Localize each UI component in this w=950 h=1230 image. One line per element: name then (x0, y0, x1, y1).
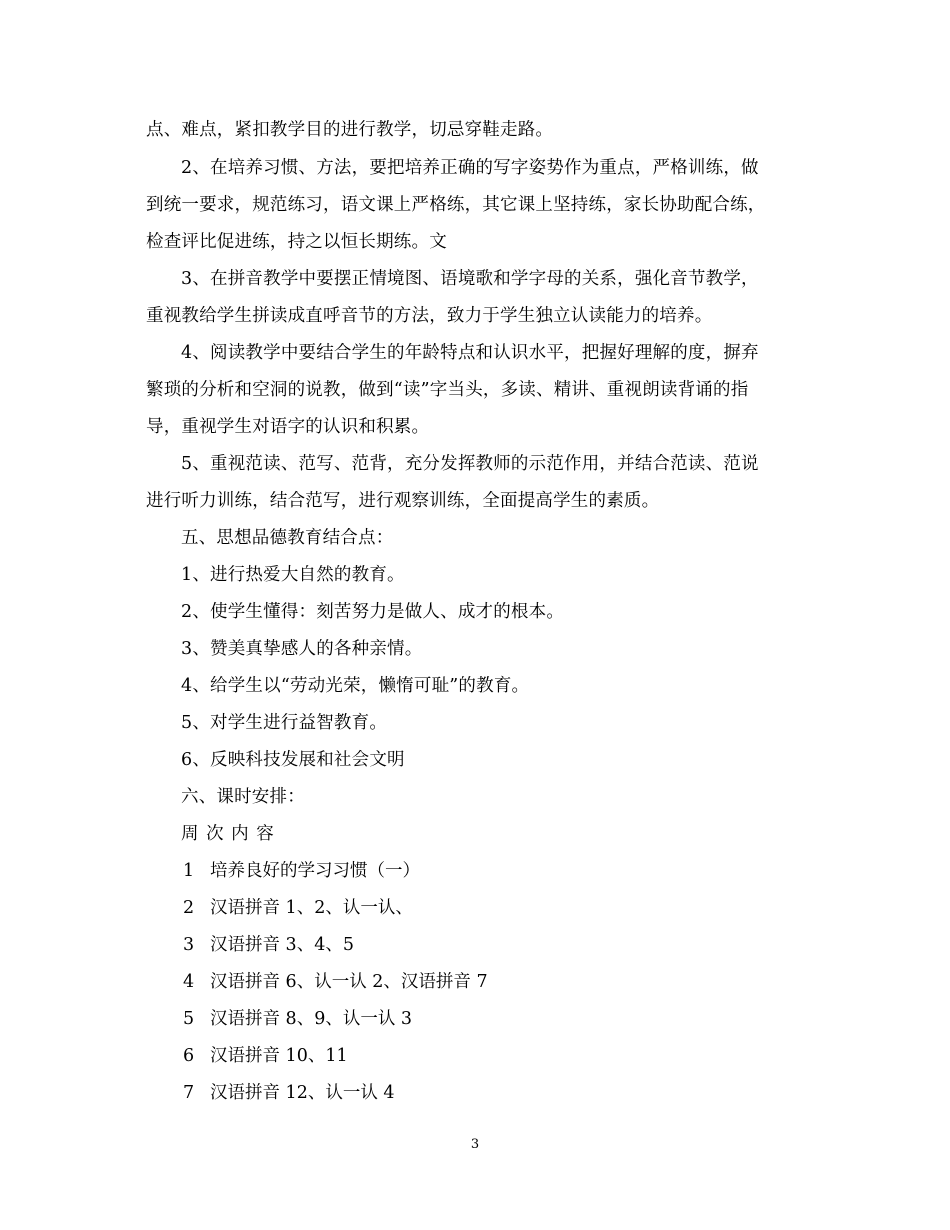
paragraph-line: 2、在培养习惯、方法，要把培养正确的写字姿势作为重点，严格训练，做 (181, 158, 759, 178)
week-content: 汉语拼音 3、4、5 (210, 935, 354, 955)
paragraph-line: 到统一要求，规范练习，语文课上严格练，其它课上坚持练，家长协助配合练， (146, 195, 766, 215)
paragraph-line: 进行听力训练，结合范写，进行观察训练，全面提高学生的素质。 (146, 491, 660, 511)
section-heading: 五、思想品德教育结合点： (181, 528, 394, 548)
week-content: 汉语拼音 12、认一认 4 (210, 1083, 395, 1103)
week-number: 4 (183, 972, 195, 992)
week-content: 培养良好的学习习惯（一） (210, 861, 420, 881)
list-item: 2、使学生懂得：刻苦努力是做人、成才的根本。 (181, 602, 565, 622)
week-content: 汉语拼音 8、9、认一认 3 (210, 1009, 413, 1029)
week-number: 2 (183, 898, 195, 918)
list-item: 4、给学生以“劳动光荣，懒惰可耻”的教育。 (181, 676, 530, 696)
paragraph-line: 繁琐的分析和空洞的说教，做到“读”字当头，多读、精讲、重视朗读背诵的指 (146, 380, 749, 400)
paragraph-line: 导，重视学生对语字的认识和积累。 (146, 417, 430, 437)
paragraph-line: 5、重视范读、范写、范背，充分发挥教师的示范作用，并结合范读、范说 (181, 454, 759, 474)
week-number: 5 (183, 1009, 195, 1029)
paragraph-line: 4、阅读教学中要结合学生的年龄特点和认识水平，把握好理解的度，摒弃 (181, 343, 759, 363)
paragraph-line: 3、在拼音教学中要摆正情境图、语境歌和学字母的关系，强化音节教学， (181, 269, 759, 289)
list-item: 3、赞美真挚感人的各种亲情。 (181, 639, 423, 659)
week-number: 3 (183, 935, 195, 955)
week-number: 6 (183, 1046, 195, 1066)
page-number: 3 (470, 1137, 480, 1152)
list-item: 6、反映科技发展和社会文明 (181, 750, 405, 770)
week-number: 1 (183, 861, 195, 881)
week-content: 汉语拼音 10、11 (210, 1046, 348, 1066)
week-content: 汉语拼音 1、2、认一认、 (210, 898, 413, 918)
schedule-header: 周 次 内 容 (181, 824, 275, 844)
paragraph-line: 点、难点，紧扣教学目的进行教学，切忌穿鞋走路。 (146, 120, 554, 140)
paragraph-line: 重视教给学生拼读成直呼音节的方法，致力于学生独立认读能力的培养。 (146, 306, 713, 326)
week-content: 汉语拼音 6、认一认 2、汉语拼音 7 (210, 972, 488, 992)
section-heading: 六、课时安排： (181, 787, 305, 807)
list-item: 1、进行热爱大自然的教育。 (181, 565, 405, 585)
list-item: 5、对学生进行益智教育。 (181, 713, 388, 733)
week-number: 7 (183, 1083, 195, 1103)
paragraph-line: 检查评比促进练，持之以恒长期练。文 (146, 232, 447, 252)
